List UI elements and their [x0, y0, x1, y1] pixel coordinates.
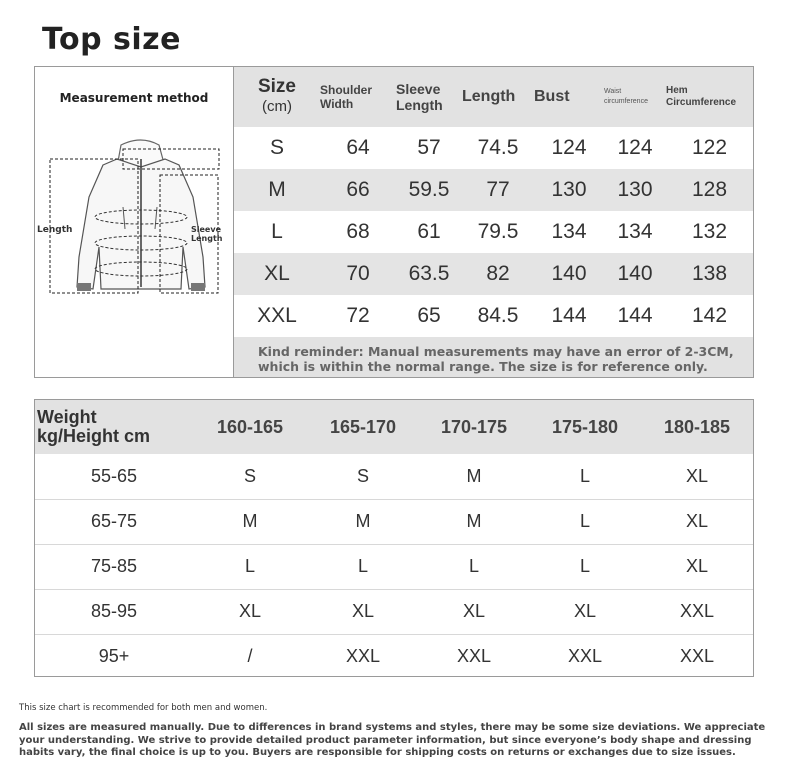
size-cell: L — [307, 544, 419, 589]
cell-shoulder: 68 — [346, 220, 370, 243]
cell-size: XXL — [257, 304, 297, 327]
header-hem-2: Circumference — [666, 97, 737, 108]
page-title: Top size — [42, 22, 181, 57]
weight-height-chart — [34, 399, 754, 677]
size-cell: M — [193, 499, 307, 544]
size-cell: XL — [529, 589, 641, 634]
cell-waist: 144 — [617, 304, 653, 327]
cell-sleeve: 57 — [417, 136, 441, 159]
size-cell: XXL — [641, 589, 753, 634]
cell-hem: 138 — [691, 262, 728, 285]
size-row — [234, 295, 753, 337]
cell-length: 84.5 — [477, 304, 519, 327]
cell-shoulder: 72 — [346, 304, 370, 327]
size-cell: XL — [419, 589, 529, 634]
cell-hem: 132 — [691, 220, 728, 243]
wh-row — [35, 544, 753, 589]
cell-bust: 140 — [551, 262, 587, 285]
cell-bust: 134 — [551, 220, 587, 243]
header-sleeve — [396, 67, 462, 127]
size-cell: L — [529, 454, 641, 499]
size-cell: L — [529, 499, 641, 544]
cell-hem: 122 — [691, 136, 728, 159]
header-waist-1: Waist — [604, 88, 622, 95]
header-size-label: Size — [257, 76, 297, 97]
header-waist-2: circumference — [604, 98, 648, 105]
cell-size: L — [271, 220, 283, 243]
cell-length: 74.5 — [477, 136, 519, 159]
cell-shoulder: 66 — [346, 178, 370, 201]
header-shoulder-1: Shoulder — [320, 83, 373, 97]
cell-shoulder: 64 — [346, 136, 370, 159]
unisex-note: This size chart is recommended for both men and women. — [19, 703, 268, 713]
cell-hem: 142 — [691, 304, 728, 327]
size-cell: XL — [641, 544, 753, 589]
cell-size: M — [268, 178, 286, 201]
cell-sleeve: 59.5 — [408, 178, 450, 201]
size-cell: M — [419, 499, 529, 544]
measurement-method-title: Measurement method — [59, 91, 209, 105]
cell-bust: 144 — [551, 304, 587, 327]
size-cell: XL — [193, 589, 307, 634]
weight-cell: 65-75 — [35, 499, 193, 544]
wh-row — [35, 499, 753, 544]
size-cell: XL — [307, 589, 419, 634]
height-header: 170-175 — [440, 416, 508, 437]
size-table — [234, 67, 753, 337]
cell-sleeve: 63.5 — [408, 262, 450, 285]
wh-corner-label — [35, 400, 193, 454]
header-sleeve-2: Length — [396, 97, 443, 113]
size-cell: L — [193, 544, 307, 589]
cell-length: 77 — [486, 178, 510, 201]
height-header: 175-180 — [551, 416, 619, 437]
weight-cell: 75-85 — [35, 544, 193, 589]
size-table-header — [234, 67, 753, 127]
header-shoulder-2: Width — [320, 97, 354, 111]
size-row — [234, 211, 753, 253]
wh-row — [35, 589, 753, 634]
header-shoulder — [320, 67, 396, 127]
jacket-diagram — [43, 137, 225, 307]
cell-bust: 124 — [551, 136, 587, 159]
header-waist — [604, 67, 666, 127]
cell-hem: 128 — [691, 178, 728, 201]
weight-height-table — [35, 400, 753, 679]
wh-corner-2: kg/Height cm — [37, 426, 151, 446]
cell-sleeve: 65 — [417, 304, 441, 327]
weight-cell: 95+ — [98, 646, 130, 667]
cell-waist: 124 — [617, 136, 653, 159]
size-cell: M — [419, 454, 529, 499]
disclaimer-note: All sizes are measured manually. Due to differences in brand systems and styles, there may be some size deviations. We appreciate your understanding. We strive to provide detailed product parameter information, but since everyone’s body shape and dressing habits vary, the final choice is up to you. Buyers are responsible for shipping costs on returns or exchanges due to size issues. — [19, 722, 766, 758]
size-cell: XL — [641, 454, 753, 499]
cell-sleeve: 61 — [417, 220, 441, 243]
header-sleeve-1: Sleeve — [396, 81, 441, 97]
kind-reminder — [234, 337, 753, 377]
size-cell: L — [419, 544, 529, 589]
header-length: Length — [462, 88, 516, 105]
height-header: 165-170 — [329, 416, 397, 437]
cell-waist: 134 — [617, 220, 653, 243]
measurement-method-panel — [35, 67, 234, 377]
size-cell: M — [307, 499, 419, 544]
wh-corner-1: Weight — [37, 407, 97, 427]
weight-cell: 85-95 — [35, 589, 193, 634]
wh-header — [35, 400, 753, 454]
size-cell: S — [307, 454, 419, 499]
height-header: 160-165 — [216, 416, 284, 437]
cell-length: 82 — [486, 262, 510, 285]
weight-cell: 55-65 — [35, 454, 193, 499]
kind-reminder-text: Kind reminder: Manual measurements may have an error of 2-3CM, which is within the normal range. The size is for reference only. — [258, 344, 734, 374]
size-cell: XXL — [456, 646, 492, 667]
sleeve-length-label: Sleeve Length — [191, 225, 223, 243]
cell-shoulder: 70 — [346, 262, 370, 285]
size-row — [234, 253, 753, 295]
cell-length: 79.5 — [477, 220, 519, 243]
size-cell: XL — [641, 499, 753, 544]
cell-size: S — [269, 136, 284, 159]
header-hem — [666, 67, 753, 127]
height-header: 180-185 — [663, 416, 731, 437]
header-unit: (cm) — [262, 98, 292, 115]
size-chart — [34, 66, 754, 378]
cell-bust: 130 — [551, 178, 587, 201]
size-row — [234, 169, 753, 211]
wh-row — [35, 634, 753, 679]
size-cell: XXL — [679, 646, 715, 667]
cell-waist: 130 — [617, 178, 653, 201]
cell-waist: 140 — [617, 262, 653, 285]
size-cell: XXL — [567, 646, 603, 667]
size-cell: XXL — [345, 646, 381, 667]
header-bust: Bust — [534, 88, 570, 105]
header-size — [234, 67, 320, 127]
length-label: Length — [37, 225, 73, 235]
size-row — [234, 127, 753, 169]
size-cell: / — [247, 646, 253, 667]
header-hem-1: Hem — [666, 85, 688, 96]
wh-row — [35, 454, 753, 499]
size-cell: S — [193, 454, 307, 499]
cell-size: XL — [264, 262, 290, 285]
size-cell: L — [529, 544, 641, 589]
